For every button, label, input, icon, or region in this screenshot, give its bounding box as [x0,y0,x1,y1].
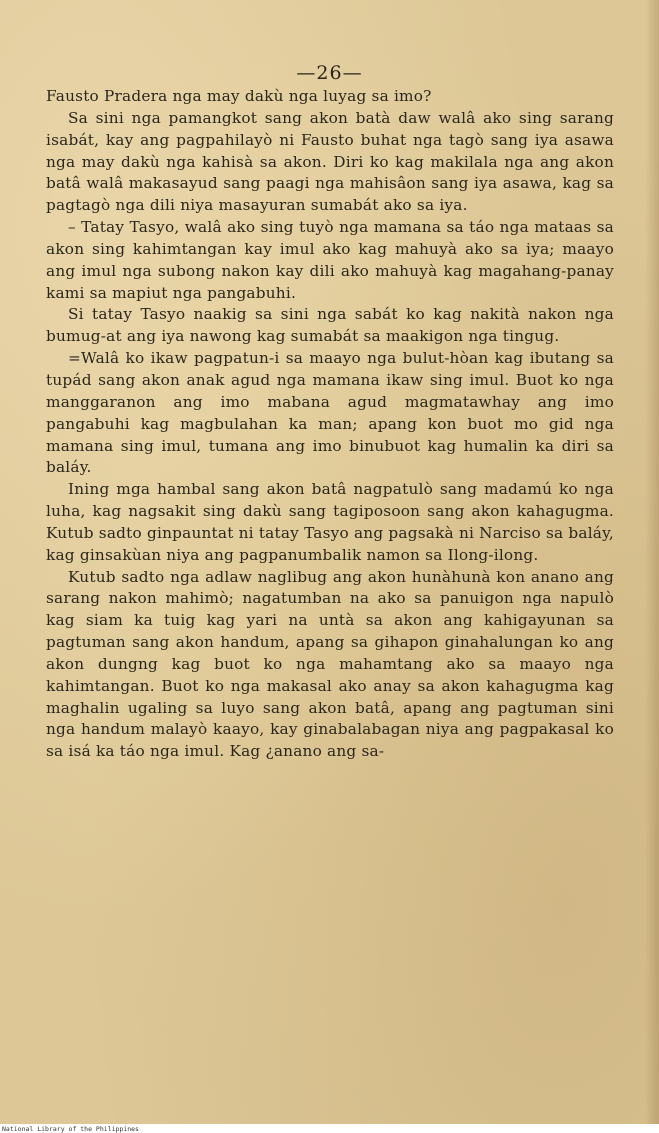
body-text [46,86,614,763]
library-credit: National Library of the Philippines [2,1125,139,1133]
page-number: —26— [296,62,363,84]
paragraph: Sa sini nga pamangkot sang akon batà daw walâ ako sing sarang isabát, kay ang pagpahilayò ni Fausto buhat nga tagò sang iya asawa nga may dakù nga kahisà sa akon. Diri ko kag makilala nga ang akon batâ walâ makasayud sang paagi nga mahisâon sang iya asawa, kag sa pagtagò nga dili niya masayuran sumabát ako sa iya. [46,108,614,215]
paragraph: Kutub sadto nga adlaw naglibug ang akon hunàhunà kon anano ang sarang nakon mahimò; nagatumban na ako sa panuigon nga napulò kag siam ka tuig kag yari na untà sa akon ang kahigayunan sa pagtuman sang akon handum, apang sa gihapon ginahalungan ko ang akon dungng kag buot ko nga mahamtang ako sa maayo nga kahimtangan. Buot ko nga makasal ako anay sa akon kahagugma kag maghalin ugaling sa luyo sang akon batâ, apang ang pagtuman sini nga handum malayò kaayo, kay ginabalabagan niya ang pagpakasal ko sa isá ka táo nga imul. Kag ¿anano ang sa- [46,567,614,761]
paragraph: Ining mga hambal sang akon batâ nagpatulò sang madamú ko nga luha, kag nagsakit sing dakù sang tagiposoon sang akon kahagugma. Kutub sadto ginpauntat ni tatay Tasyo ang pagsakà ni Narciso sa baláy, kag ginsakùan niya ang pagpanumbalik namon sa Ilong-ilong. [46,480,614,564]
page-edge-shadow [645,0,659,1124]
paragraph: =Walâ ko ikaw pagpatun-i sa maayo nga bulut-hòan kag ibutang sa tupád sang akon anak agud nga mamana ikaw sing imul. Buot ko nga manggaranon ang imo mabana agud magmatawhay ang imo pangabuhi kag magbulahan ka man; apang kon buot mo gid nga mamana sing imul, tumana ang imo binubuot kag humalin ka diri sa baláy. [46,349,614,477]
paragraph: – Tatay Tasyo, walâ ako sing tuyò nga mamana sa táo nga mataas sa akon sing kahimtangan kay imul ako kag mahuyà ako sa iya; maayo ang imul nga subong nakon kay dili ako mahuyà kag magahang-panay kami sa mapiut nga pangabuhi. [46,218,614,302]
paragraph: Si tatay Tasyo naakig sa sini nga sabát ko kag nakità nakon nga bumug-at ang iya nawong kag sumabát sa maakigon nga tingug. [46,305,614,346]
paragraph: Fausto Pradera nga may dakù nga luyag sa imo? [46,87,432,105]
